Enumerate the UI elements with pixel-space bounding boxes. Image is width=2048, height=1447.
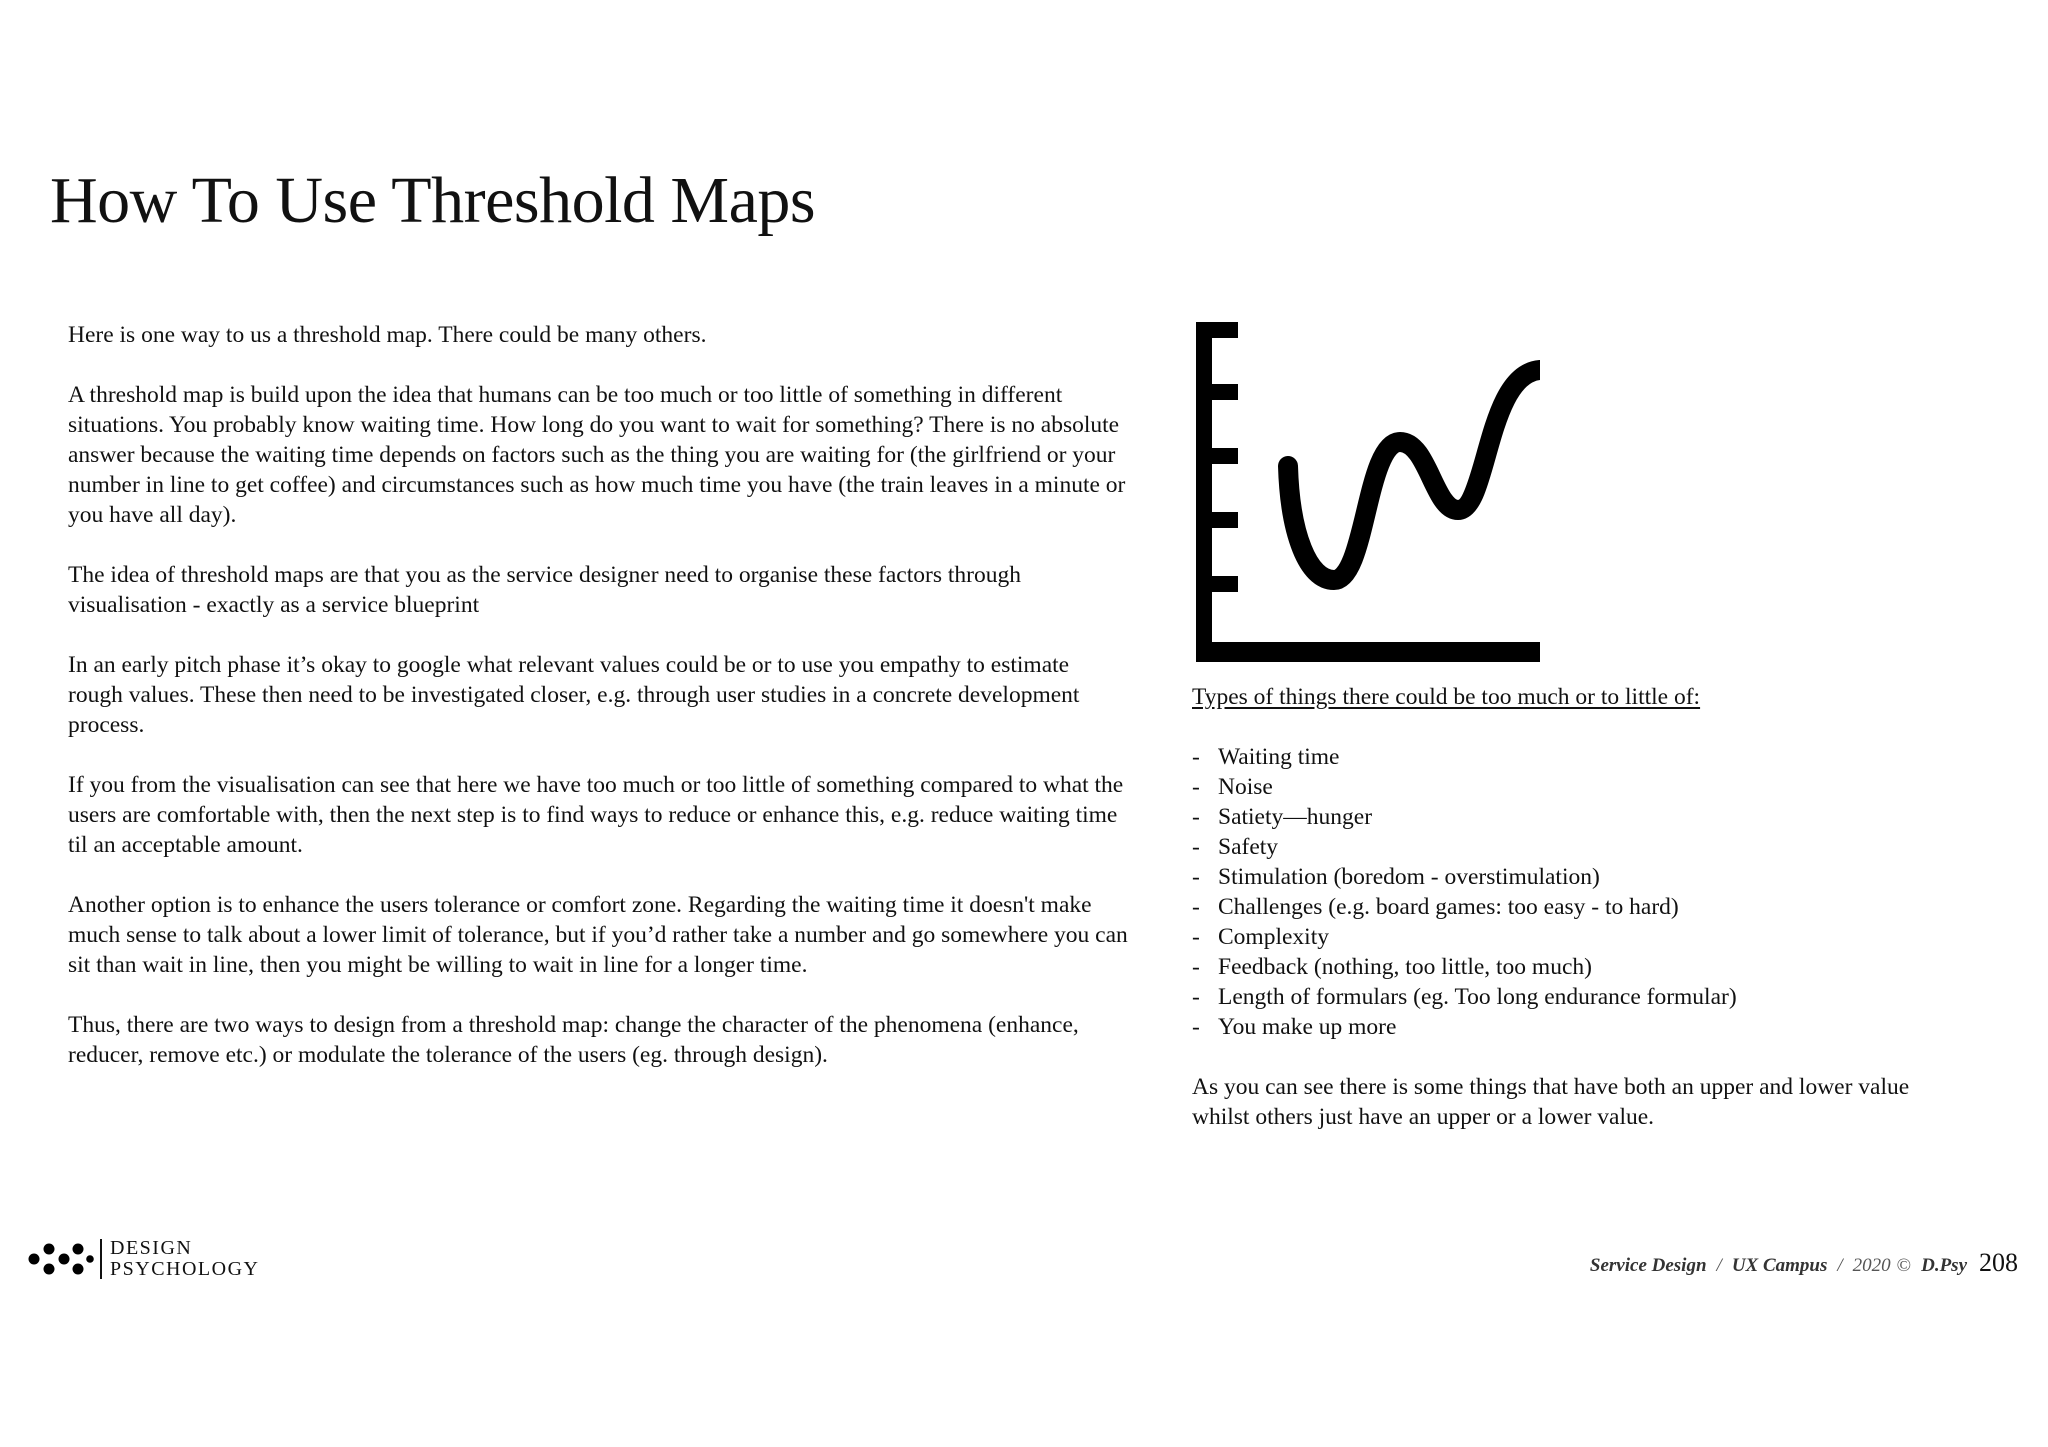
list-item: - Stimulation (boredom - overstimulation) bbox=[1192, 864, 1600, 890]
page-number: 208 bbox=[1979, 1248, 2018, 1277]
chart-tick bbox=[1196, 384, 1238, 400]
paragraph-threshold-idea: A threshold map is build upon the idea that humans can be too much or too little of something in different situations. You probably know waiting time. How long do you want to wait for something? There is no absolute answer because the waiting time depends on factors such as the thing you are waiting for (the girlfriend or your number in line to get coffee) and circumstances such as how much time you have (the train leaves in a minute or you have all day). bbox=[68, 382, 1126, 528]
logo-line-psychology: PSYCHOLOGY bbox=[110, 1258, 260, 1280]
footer-campus: UX Campus bbox=[1731, 1255, 1828, 1276]
footer-course: Service Design bbox=[1589, 1255, 1707, 1276]
logo-text bbox=[110, 1238, 259, 1280]
footer-year: 2020 bbox=[1852, 1255, 1891, 1276]
chart-tick bbox=[1196, 576, 1238, 592]
types-heading: Types of things there could be too much or to little of: bbox=[1192, 684, 1701, 710]
paragraph-two-ways: Thus, there are two ways to design from a threshold map: change the character of the phenomena (enhance, reducer, remove etc.) or modulate the tolerance of the users (eg. through design). bbox=[68, 1012, 1079, 1068]
chart-wave-line bbox=[1288, 370, 1540, 580]
paragraph-tolerance: Another option is to enhance the users tolerance or comfort zone. Regarding the waiting time it doesn't make much sense to talk about a lower limit of tolerance, but if you’d rather take a number and go somewhere you can sit than wait in line, then you might be willing to wait in line for a longer time. bbox=[68, 892, 1128, 978]
design-psychology-logo bbox=[28, 1238, 259, 1280]
dots-logo-icon bbox=[28, 1238, 94, 1280]
list-item: - Satiety—hunger bbox=[1192, 804, 1373, 830]
list-item: - Noise bbox=[1192, 774, 1273, 800]
chart-tick bbox=[1196, 322, 1238, 338]
footer-author: D.Psy bbox=[1921, 1255, 1967, 1276]
paragraph-organise-factors: The idea of threshold maps are that you as the service designer need to organise these factors through visualisation - exactly as a service blueprint bbox=[68, 562, 1021, 618]
list-item: - Complexity bbox=[1192, 924, 1329, 950]
body-text bbox=[68, 320, 1128, 1100]
threshold-chart-icon bbox=[1196, 322, 1540, 662]
logo-divider bbox=[100, 1239, 102, 1279]
list-item: - Challenges (e.g. board games: too easy - to hard) bbox=[1192, 894, 1679, 920]
logo-line-design: DESIGN bbox=[110, 1237, 193, 1259]
types-section bbox=[1192, 682, 1992, 1132]
list-item: - Waiting time bbox=[1192, 744, 1340, 770]
paragraph-intro: Here is one way to us a threshold map. There could be many others. bbox=[68, 322, 707, 348]
footer-separator: / bbox=[1837, 1255, 1843, 1276]
chart-x-axis bbox=[1196, 642, 1540, 662]
footer-copyright: © bbox=[1896, 1255, 1912, 1276]
footer bbox=[1590, 1248, 2018, 1278]
closing-paragraph: As you can see there is some things that have both an upper and lower value whilst others just have an upper or a lower value. bbox=[1192, 1074, 1910, 1130]
paragraph-next-step: If you from the visualisation can see that here we have too much or too little of something compared to what the users are comfortable with, then the next step is to find ways to reduce or enhance this, e.g. reduce waiting time til an acceptable amount. bbox=[68, 772, 1124, 858]
types-list bbox=[1192, 742, 1992, 1042]
chart-y-axis bbox=[1196, 322, 1212, 662]
list-item: - You make up more bbox=[1192, 1014, 1397, 1040]
list-item: - Safety bbox=[1192, 834, 1279, 860]
paragraph-pitch-phase: In an early pitch phase it’s okay to google what relevant values could be or to use you empathy to estimate rough values. These then need to be investigated closer, e.g. through user studies in a concrete development process. bbox=[68, 652, 1080, 738]
chart-tick bbox=[1196, 448, 1238, 464]
list-item: - Feedback (nothing, too little, too much) bbox=[1192, 954, 1592, 980]
page-title: How To Use Threshold Maps bbox=[50, 164, 816, 237]
chart-tick bbox=[1196, 512, 1238, 528]
list-item: - Length of formulars (eg. Too long endurance formular) bbox=[1192, 984, 1737, 1010]
footer-separator: / bbox=[1716, 1255, 1722, 1276]
